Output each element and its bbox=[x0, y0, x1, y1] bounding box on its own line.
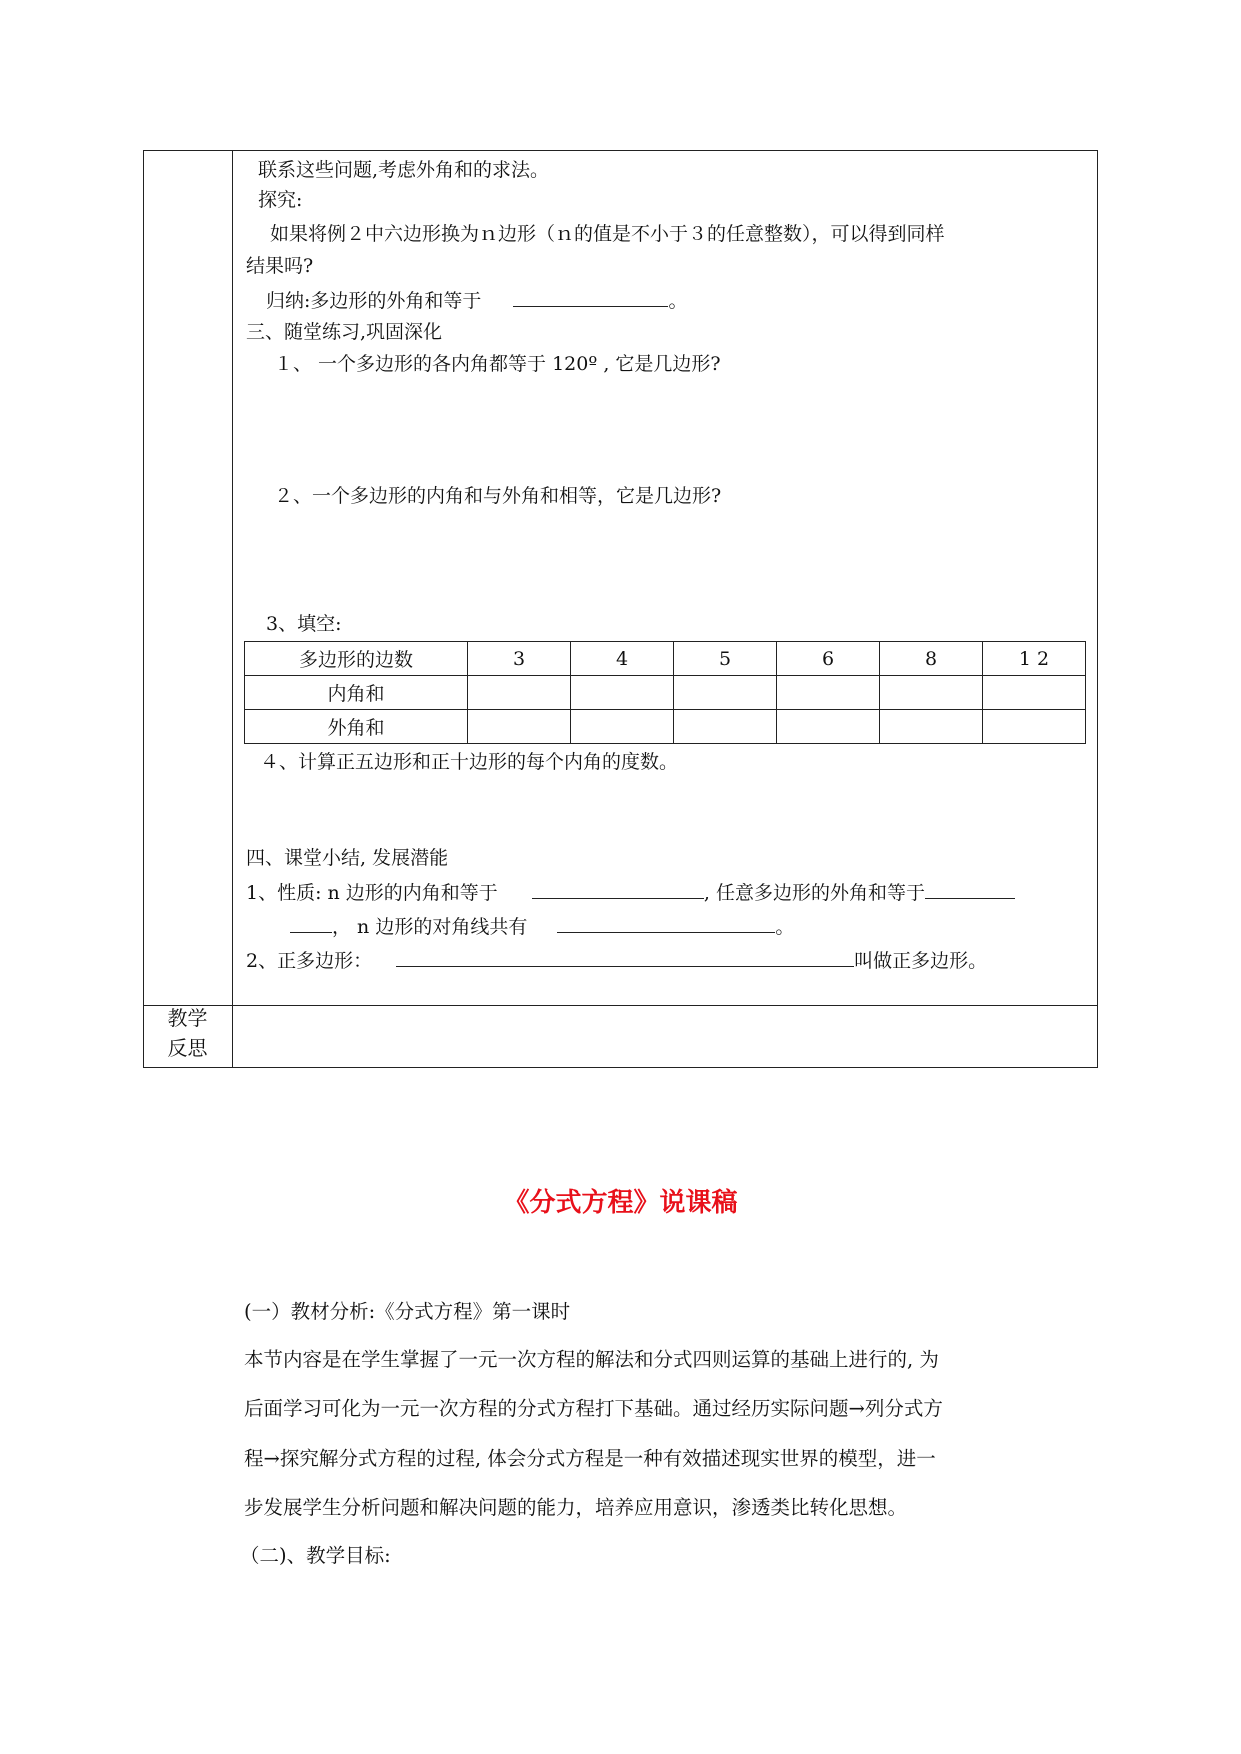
property-label: ， n 边形的对角线共有 bbox=[332, 916, 528, 938]
table-cell: 8 bbox=[880, 642, 983, 676]
table-cell[interactable] bbox=[983, 676, 1086, 710]
period: 。 bbox=[775, 916, 795, 938]
property-label: , 任意多边形的外角和等于 bbox=[703, 882, 925, 904]
table-cell: 3 bbox=[468, 642, 571, 676]
fill-in-table bbox=[244, 641, 1086, 744]
exercise-3: 3、填空: bbox=[266, 613, 342, 635]
regular-polygon-label: 叫做正多边形。 bbox=[854, 950, 988, 972]
table-cell[interactable] bbox=[571, 710, 674, 744]
answer-blank[interactable] bbox=[513, 288, 668, 307]
answer-blank[interactable] bbox=[290, 914, 332, 933]
table-row bbox=[245, 676, 1086, 710]
property-line-cont bbox=[290, 914, 794, 939]
table-cell: 6 bbox=[777, 642, 880, 676]
property-line bbox=[246, 880, 1015, 905]
table-row bbox=[245, 642, 1086, 676]
table-cell[interactable] bbox=[571, 676, 674, 710]
table-cell: 5 bbox=[674, 642, 777, 676]
exercise-1: １、 一个多边形的各内角都等于 120º , 它是几边形? bbox=[274, 353, 721, 375]
period: 。 bbox=[668, 290, 688, 312]
answer-blank[interactable] bbox=[557, 914, 775, 933]
text-line: 结果吗? bbox=[246, 255, 314, 277]
table-cell[interactable] bbox=[468, 676, 571, 710]
text-line: 探究: bbox=[258, 189, 303, 211]
table-cell: 1 2 bbox=[983, 642, 1086, 676]
text-line: 如果将例２中六边形换为ｎ边形（ｎ的值是不小于３的任意整数），可以得到同样 bbox=[270, 223, 945, 245]
table-row bbox=[245, 710, 1086, 744]
column-divider bbox=[232, 151, 233, 1067]
exercise-4: ４、计算正五边形和正十边形的每个内角的度数。 bbox=[260, 751, 679, 773]
table-cell[interactable] bbox=[777, 710, 880, 744]
row-divider bbox=[144, 1005, 1097, 1006]
reflection-label bbox=[150, 1003, 225, 1063]
paragraph: (一）教材分析:《分式方程》第一课时 bbox=[244, 1300, 571, 1323]
answer-blank[interactable] bbox=[396, 948, 854, 967]
paragraph: 步发展学生分析问题和解决问题的能力，培养应用意识，渗透类比转化思想。 bbox=[244, 1496, 908, 1519]
answer-blank[interactable] bbox=[925, 880, 1015, 899]
summary-label: 归纳:多边形的外角和等于 bbox=[266, 290, 482, 312]
paragraph: 后面学习可化为一元一次方程的分式方程打下基础。通过经历实际问题→列分式方 bbox=[244, 1397, 943, 1420]
reflection-label-line: 教学 bbox=[167, 1006, 208, 1030]
table-cell: 多边形的边数 bbox=[245, 642, 468, 676]
property-label: 1、性质: n 边形的内角和等于 bbox=[246, 882, 498, 904]
table-cell: 4 bbox=[571, 642, 674, 676]
table-cell[interactable] bbox=[674, 710, 777, 744]
regular-polygon-line bbox=[246, 948, 987, 973]
answer-blank[interactable] bbox=[532, 880, 704, 899]
article-title: 《分式方程》说课稿 bbox=[503, 1188, 738, 1218]
summary-line bbox=[266, 288, 687, 313]
paragraph: （二)、教学目标: bbox=[240, 1544, 391, 1567]
table-cell: 内角和 bbox=[245, 676, 468, 710]
text-line: 联系这些问题,考虑外角和的求法。 bbox=[258, 159, 550, 181]
table-cell[interactable] bbox=[674, 676, 777, 710]
table-cell[interactable] bbox=[983, 710, 1086, 744]
table-cell[interactable] bbox=[880, 676, 983, 710]
regular-polygon-label: 2、正多边形： bbox=[246, 950, 373, 972]
table-cell: 外角和 bbox=[245, 710, 468, 744]
table-cell[interactable] bbox=[468, 710, 571, 744]
reflection-label-line: 反思 bbox=[167, 1036, 208, 1060]
exercise-2: ２、一个多边形的内角和与外角和相等，它是几边形? bbox=[274, 485, 722, 507]
paragraph: 本节内容是在学生掌握了一元一次方程的解法和分式四则运算的基础上进行的, 为 bbox=[244, 1348, 939, 1371]
section-heading: 三、随堂练习,巩固深化 bbox=[246, 321, 443, 343]
paragraph: 程→探究解分式方程的过程, 体会分式方程是一种有效描述现实世界的模型，进一 bbox=[244, 1447, 936, 1470]
table-cell[interactable] bbox=[880, 710, 983, 744]
section-heading: 四、课堂小结, 发展潜能 bbox=[246, 847, 449, 869]
table-cell[interactable] bbox=[777, 676, 880, 710]
